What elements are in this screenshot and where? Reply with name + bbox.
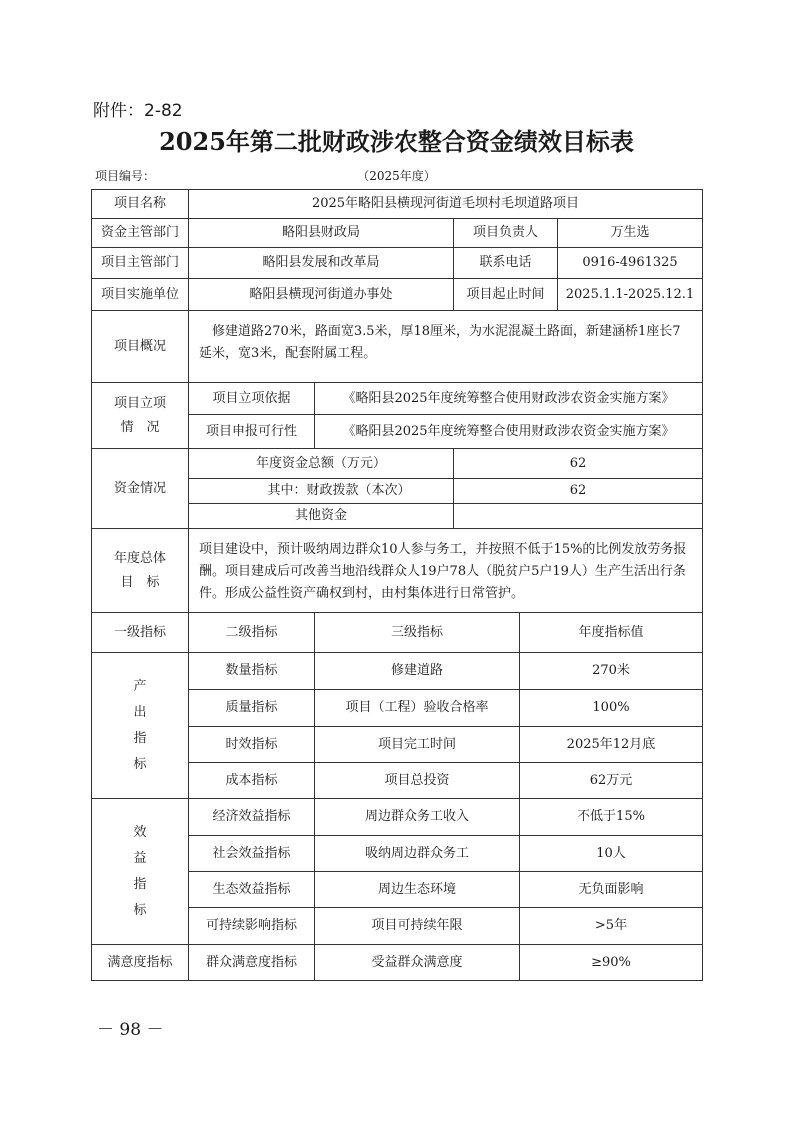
fund-dept-label: 资金主管部门 [92,219,189,248]
page-number: － 98 － [97,1020,164,1040]
header-level3: 三级指标 [315,613,520,653]
output-indicator-label [92,653,189,799]
char: 标 [133,902,147,918]
value: >5年 [520,908,703,945]
level3: 周边群众务工收入 [315,799,520,836]
value: 2025年12月底 [520,727,703,763]
basis-label: 项目立项依据 [189,383,315,415]
level3: 吸纳周边群众务工 [315,836,520,872]
value: ≥90% [520,945,703,981]
total-value: 62 [454,449,703,479]
attachment-label: 附件：2-82 [93,101,183,121]
feasibility: 《略阳县2025年度统筹整合使用财政涉农资金实施方案》 [315,415,703,449]
proj-dept-label: 项目主管部门 [92,248,189,279]
table-row [92,383,703,415]
indicator-header-row [92,613,703,653]
table-row [92,248,703,279]
satisfaction-label: 满意度指标 [92,945,189,981]
level2: 时效指标 [189,727,315,763]
funds-label: 资金情况 [92,449,189,529]
goal-label [92,529,189,613]
goal-label-line2: 目 标 [120,574,160,590]
phone: 0916-4961325 [558,248,703,279]
value: 10人 [520,836,703,872]
level2: 群众满意度指标 [189,945,315,981]
total-label: 年度资金总额（万元） [189,449,454,479]
level2: 社会效益指标 [189,836,315,872]
impl-unit-label: 项目实施单位 [92,279,189,311]
table-row [92,219,703,248]
table-row [92,190,703,219]
char: 出 [133,704,147,720]
fund-dept: 略阳县财政局 [189,219,454,248]
project-name: 2025年略阳县横现河街道毛坝村毛坝道路项目 [189,190,703,219]
header-level2: 二级指标 [189,613,315,653]
char: 指 [133,730,147,746]
period: 2025.1.1-2025.12.1 [558,279,703,311]
performance-target-table [91,189,703,981]
level2: 成本指标 [189,763,315,799]
char: 产 [133,678,147,694]
level2: 质量指标 [189,690,315,727]
level3: 项目总投资 [315,763,520,799]
level3: 受益群众满意度 [315,945,520,981]
level2: 生态效益指标 [189,872,315,908]
header-level1: 一级指标 [92,613,189,653]
benefit-indicator-label [92,799,189,945]
basis: 《略阳县2025年度统筹整合使用财政涉农资金实施方案》 [315,383,703,415]
approval-label [92,383,189,449]
fiscal-label: 其中：财政拨款（本次） [189,479,454,504]
table-row [92,311,703,383]
table-row [92,529,703,613]
table-row [92,945,703,981]
value: 不低于15% [520,799,703,836]
project-name-label: 项目名称 [92,190,189,219]
level3: 项目完工时间 [315,727,520,763]
overview: 修建道路270米，路面宽3.5米，厚18厘米，为水泥混凝土路面，新建涵桥1座长7延米，宽3米，配套附属工程。 [189,311,703,383]
table-row [92,449,703,479]
goal-label-line1: 年度总体 [113,550,166,566]
leader: 万生选 [558,219,703,248]
level2: 数量指标 [189,653,315,690]
goal: 项目建设中，预计吸纳周边群众10人参与务工，并按照不低于15%的比例发放劳务报酬。项目建成后可改善当地沿线群众人19户78人（脱贫户5户19人）生产生活出行条件。形成公益性资产确权到村，由村集体进行日常管护。 [189,529,703,613]
table-row [92,279,703,311]
header-value: 年度指标值 [520,613,703,653]
phone-label: 联系电话 [454,248,558,279]
table-row [92,799,703,836]
feasibility-label: 项目申报可行性 [189,415,315,449]
level3: 项目可持续年限 [315,908,520,945]
level3: 修建道路 [315,653,520,690]
char: 指 [133,876,147,892]
overview-label: 项目概况 [92,311,189,383]
char: 益 [133,850,147,866]
document-title: 2025年第二批财政涉农整合资金绩效目标表 [159,127,634,156]
project-number-label: 项目编号： [95,169,156,183]
other-value [454,504,703,529]
value: 62万元 [520,763,703,799]
approval-label-line2: 情 况 [120,419,160,435]
level3: 项目（工程）验收合格率 [315,690,520,727]
char: 标 [133,756,147,772]
value: 无负面影响 [520,872,703,908]
table-row [92,653,703,690]
level2: 经济效益指标 [189,799,315,836]
value: 100% [520,690,703,727]
other-label: 其他资金 [189,504,454,529]
leader-label: 项目负责人 [454,219,558,248]
level3: 周边生态环境 [315,872,520,908]
level2: 可持续影响指标 [189,908,315,945]
proj-dept: 略阳县发展和改革局 [189,248,454,279]
value: 270米 [520,653,703,690]
char: 效 [133,824,147,840]
impl-unit: 略阳县横现河街道办事处 [189,279,454,311]
period-label: 项目起止时间 [454,279,558,311]
fiscal-value: 62 [454,479,703,504]
year-label: （2025年度） [357,169,436,183]
approval-label-line1: 项目立项 [113,395,166,411]
